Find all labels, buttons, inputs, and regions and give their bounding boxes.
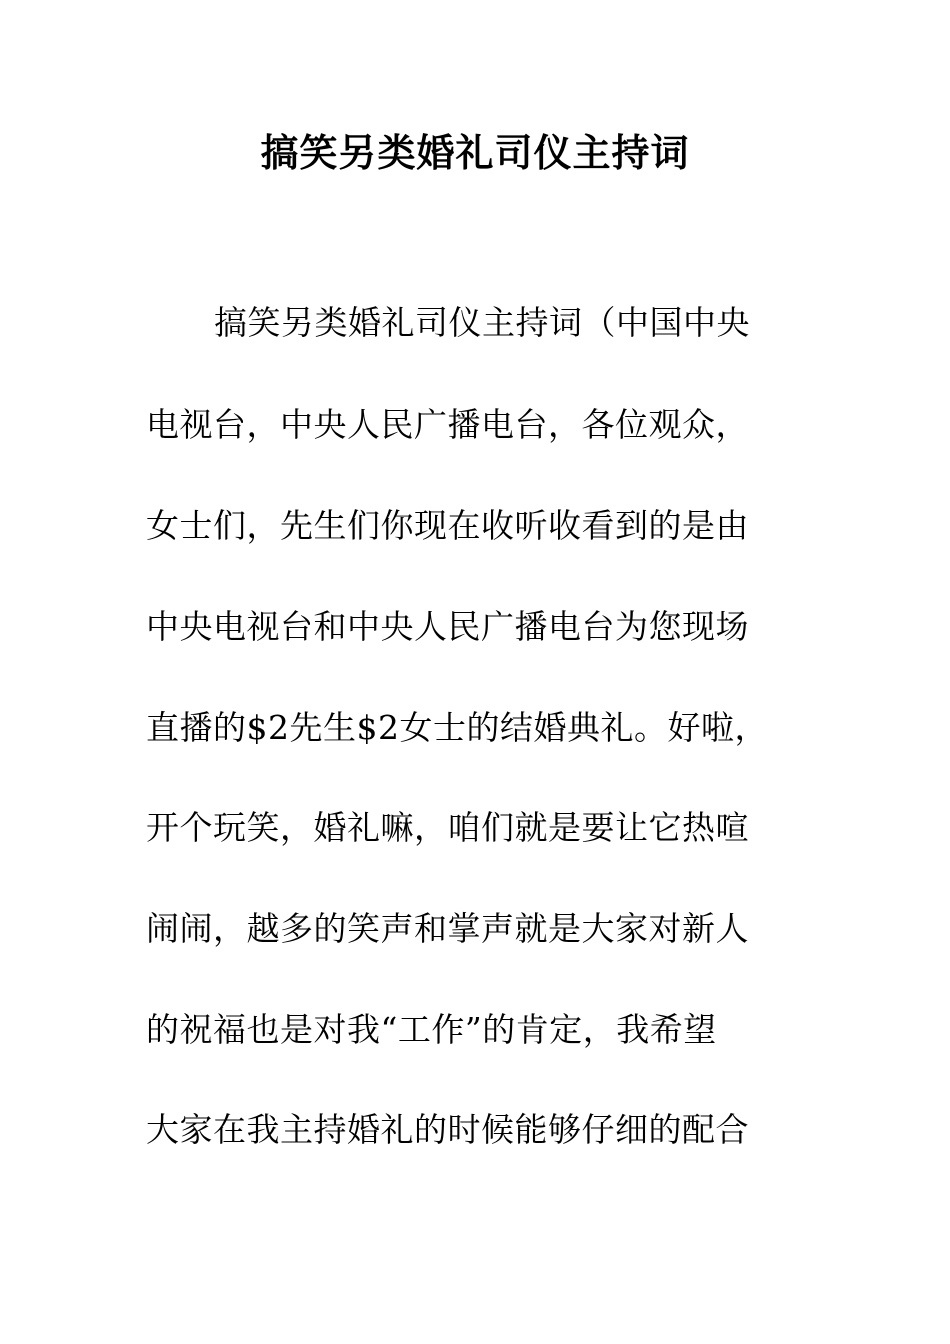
body-line-4: 中央电视台和中央人民广播电台为您现场 xyxy=(146,607,749,646)
body-line-9: 大家在我主持婚礼的时候能够仔细的配合 xyxy=(146,1110,749,1149)
body-line-6: 开个玩笑，婚礼嘛，咱们就是要让它热喧 xyxy=(146,808,749,847)
body-line-7: 闹闹，越多的笑声和掌声就是大家对新人 xyxy=(146,909,749,948)
body-line-3: 女士们，先生们你现在收听收看到的是由 xyxy=(146,506,749,545)
body-line-2: 电视台，中央人民广播电台，各位观众， xyxy=(146,405,749,444)
body-line-5: 直播的$2先生$2女士的结婚典礼。好啦， xyxy=(146,708,768,747)
document-title: 搞笑另类婚礼司仪主持词 xyxy=(260,130,690,175)
body-line-1: 搞笑另类婚礼司仪主持词（中国中央 xyxy=(214,303,750,342)
body-line-8: 的祝福也是对我“工作”的肯定，我希望 xyxy=(146,1010,717,1049)
